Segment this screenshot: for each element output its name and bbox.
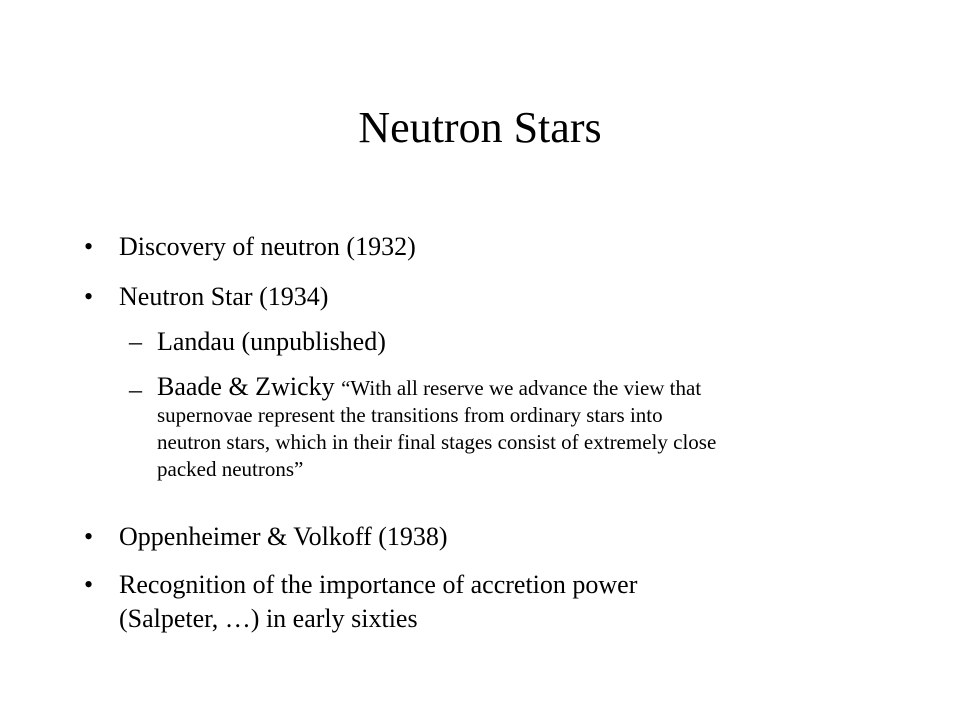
quote-line-1 [157, 373, 917, 402]
quote-block [157, 373, 917, 483]
bullet-icon: • [84, 232, 94, 261]
quote-line-3: neutron stars, which in their final stages consist of extremely close [157, 430, 717, 454]
bullet-icon: • [84, 282, 94, 311]
bullet-text: Discovery of neutron (1932) [119, 232, 416, 261]
bullet-text: Neutron Star (1934) [119, 282, 329, 311]
quote-text: “With all reserve we advance the view that [341, 376, 702, 400]
bullet-line-1: Recognition of the importance of accretion power [119, 570, 638, 599]
quote-line-2: supernovae represent the transitions from ordinary stars into [157, 403, 663, 427]
sub-item-lead: Baade & Zwicky [157, 372, 342, 401]
sub-item-text: Landau (unpublished) [157, 327, 386, 356]
bullet-icon: • [84, 570, 94, 599]
bullet-text: Oppenheimer & Volkoff (1938) [119, 522, 448, 551]
dash-icon: – [129, 327, 142, 356]
bullet-icon: • [84, 522, 94, 551]
bullet-text [119, 568, 919, 636]
slide-title: Neutron Stars [358, 103, 602, 152]
dash-icon: – [129, 375, 142, 404]
bullet-line-2: (Salpeter, …) in early sixties [119, 604, 418, 633]
quote-line-4: packed neutrons” [157, 457, 304, 481]
